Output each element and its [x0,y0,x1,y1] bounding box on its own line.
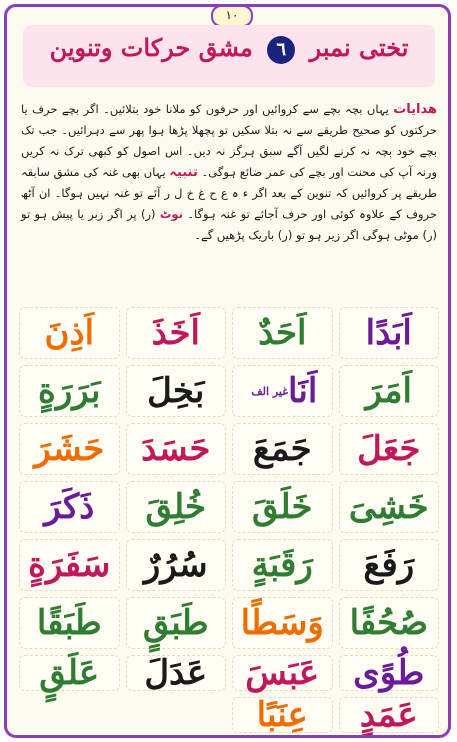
word-text: طُوًی [353,653,425,693]
word-cell [126,539,227,591]
word-cell [126,481,227,533]
word-cell [339,597,440,649]
title-banner [23,25,435,87]
word-cell [232,655,333,691]
instructions-body-1: یہاں بچہ بچے سے کروائیں اور حرفوں کو ملانا خود بتلائیں۔ اگر بچے حرف یا حرکتوں کو صحیح طریقے سے نہ بتلا سکیں تو پچھلا پڑھا ہوا پھر سے دہرائیں۔ جب تک بچے خود بچہ نہ کرنے لگیں آگے سبق ہرگز نہ دیں۔ اس اصول کو کبھی ترک نہ کریں ورنہ آپ کی محنت اور بچے کی عمر ضائع ہوگی۔ [21,102,438,179]
word-cell [232,539,333,591]
word-text: سَفَرَةٍ [28,545,111,585]
word-text: حَسَدَ [141,429,211,469]
worksheet-page [4,4,451,738]
page-number: ١٠ [211,5,253,27]
word-text: جَعَلَ [357,429,421,469]
word-text: عِنَبًا [256,695,308,735]
word-cell [126,307,227,359]
instructions-heading: ھدایات [393,102,438,117]
word-text: طَبَقٍ [142,603,209,643]
word-text: وَسَطًا [240,603,324,643]
word-text: عَدَلَ [144,653,208,693]
word-cell [126,423,227,475]
word-text: سُرُرٌ [143,545,208,585]
word-text: بَرَرَةٍ [38,371,101,411]
word-text: صُحُفًا [349,603,428,643]
word-text: اَخَذَ [151,313,200,353]
word-cell [232,481,333,533]
word-text: اَنَا [288,371,318,411]
word-text: اَذِنَ [44,313,95,353]
word-cell [19,423,120,475]
instructions-body-2: یہاں بھی غنہ کی مشق سابقہ طریقے پر کروائیں کہ تنوین کے بعد اگر ء ہ ع ح غ خ ل ر آئے تو غنہ نہیں ہوگا۔ ان آٹھ حروف کے علاوہ کوئی اور حرف آجائے تو غنہ ہوگا۔ [21,165,438,221]
word-cell [339,365,440,417]
word-text: بَخِلَ [147,371,205,411]
word-cell [19,365,120,417]
word-text: عَلَقٍ [39,653,100,693]
word-cell [232,423,333,475]
word-grid [19,307,439,733]
title-part-a: تختی نمبر [309,33,409,62]
word-cell [339,423,440,475]
word-cell [339,655,440,691]
word-text: خَلَقَ [251,487,313,527]
instructions-block [21,99,437,246]
word-text: اَبَدًا [365,313,412,353]
word-text: حَشَرَ [34,429,105,469]
word-cell [126,365,227,417]
word-cell [19,481,120,533]
word-text: خُلِقَ [145,487,207,527]
word-cell [339,539,440,591]
word-cell [19,655,120,691]
word-cell [126,597,227,649]
word-cell [19,539,120,591]
word-text: ذَکَرَ [44,487,95,527]
word-cell [339,697,440,733]
word-cell [126,655,227,691]
lesson-number-badge: ٦ [267,36,295,64]
word-text: عَبَسَ [245,653,320,693]
warning-label: تنبیہ [169,165,198,180]
word-note: غیر الف [251,384,288,398]
word-text: طَبَقًا [36,603,102,643]
word-text: اَمَرَ [365,371,412,411]
instructions-body-3: (ر) پر اگر زبر یا پیش ہو تو (ر) موٹی ہوگی اگر زیر ہو تو (ر) باریک پڑھیں گے۔ [21,207,437,242]
word-text: رَقَبَةٍ [251,545,313,585]
word-text: رَفَعَ [363,545,415,585]
word-cell [19,307,120,359]
word-cell [232,307,333,359]
word-cell [232,697,333,733]
word-text: خَشِیَ [348,487,429,527]
word-cell [232,365,333,417]
word-cell [339,481,440,533]
note-label: نوٹ [159,207,183,221]
lesson-title [23,33,435,64]
word-cell [232,597,333,649]
word-text: عَمَدٍ [359,695,418,735]
word-text: جَمَعَ [252,429,312,469]
word-text: اَحَدٌ [258,313,307,353]
word-cell [19,597,120,649]
word-cell [339,307,440,359]
title-part-b: مشق حرکات وتنوین [49,33,253,62]
